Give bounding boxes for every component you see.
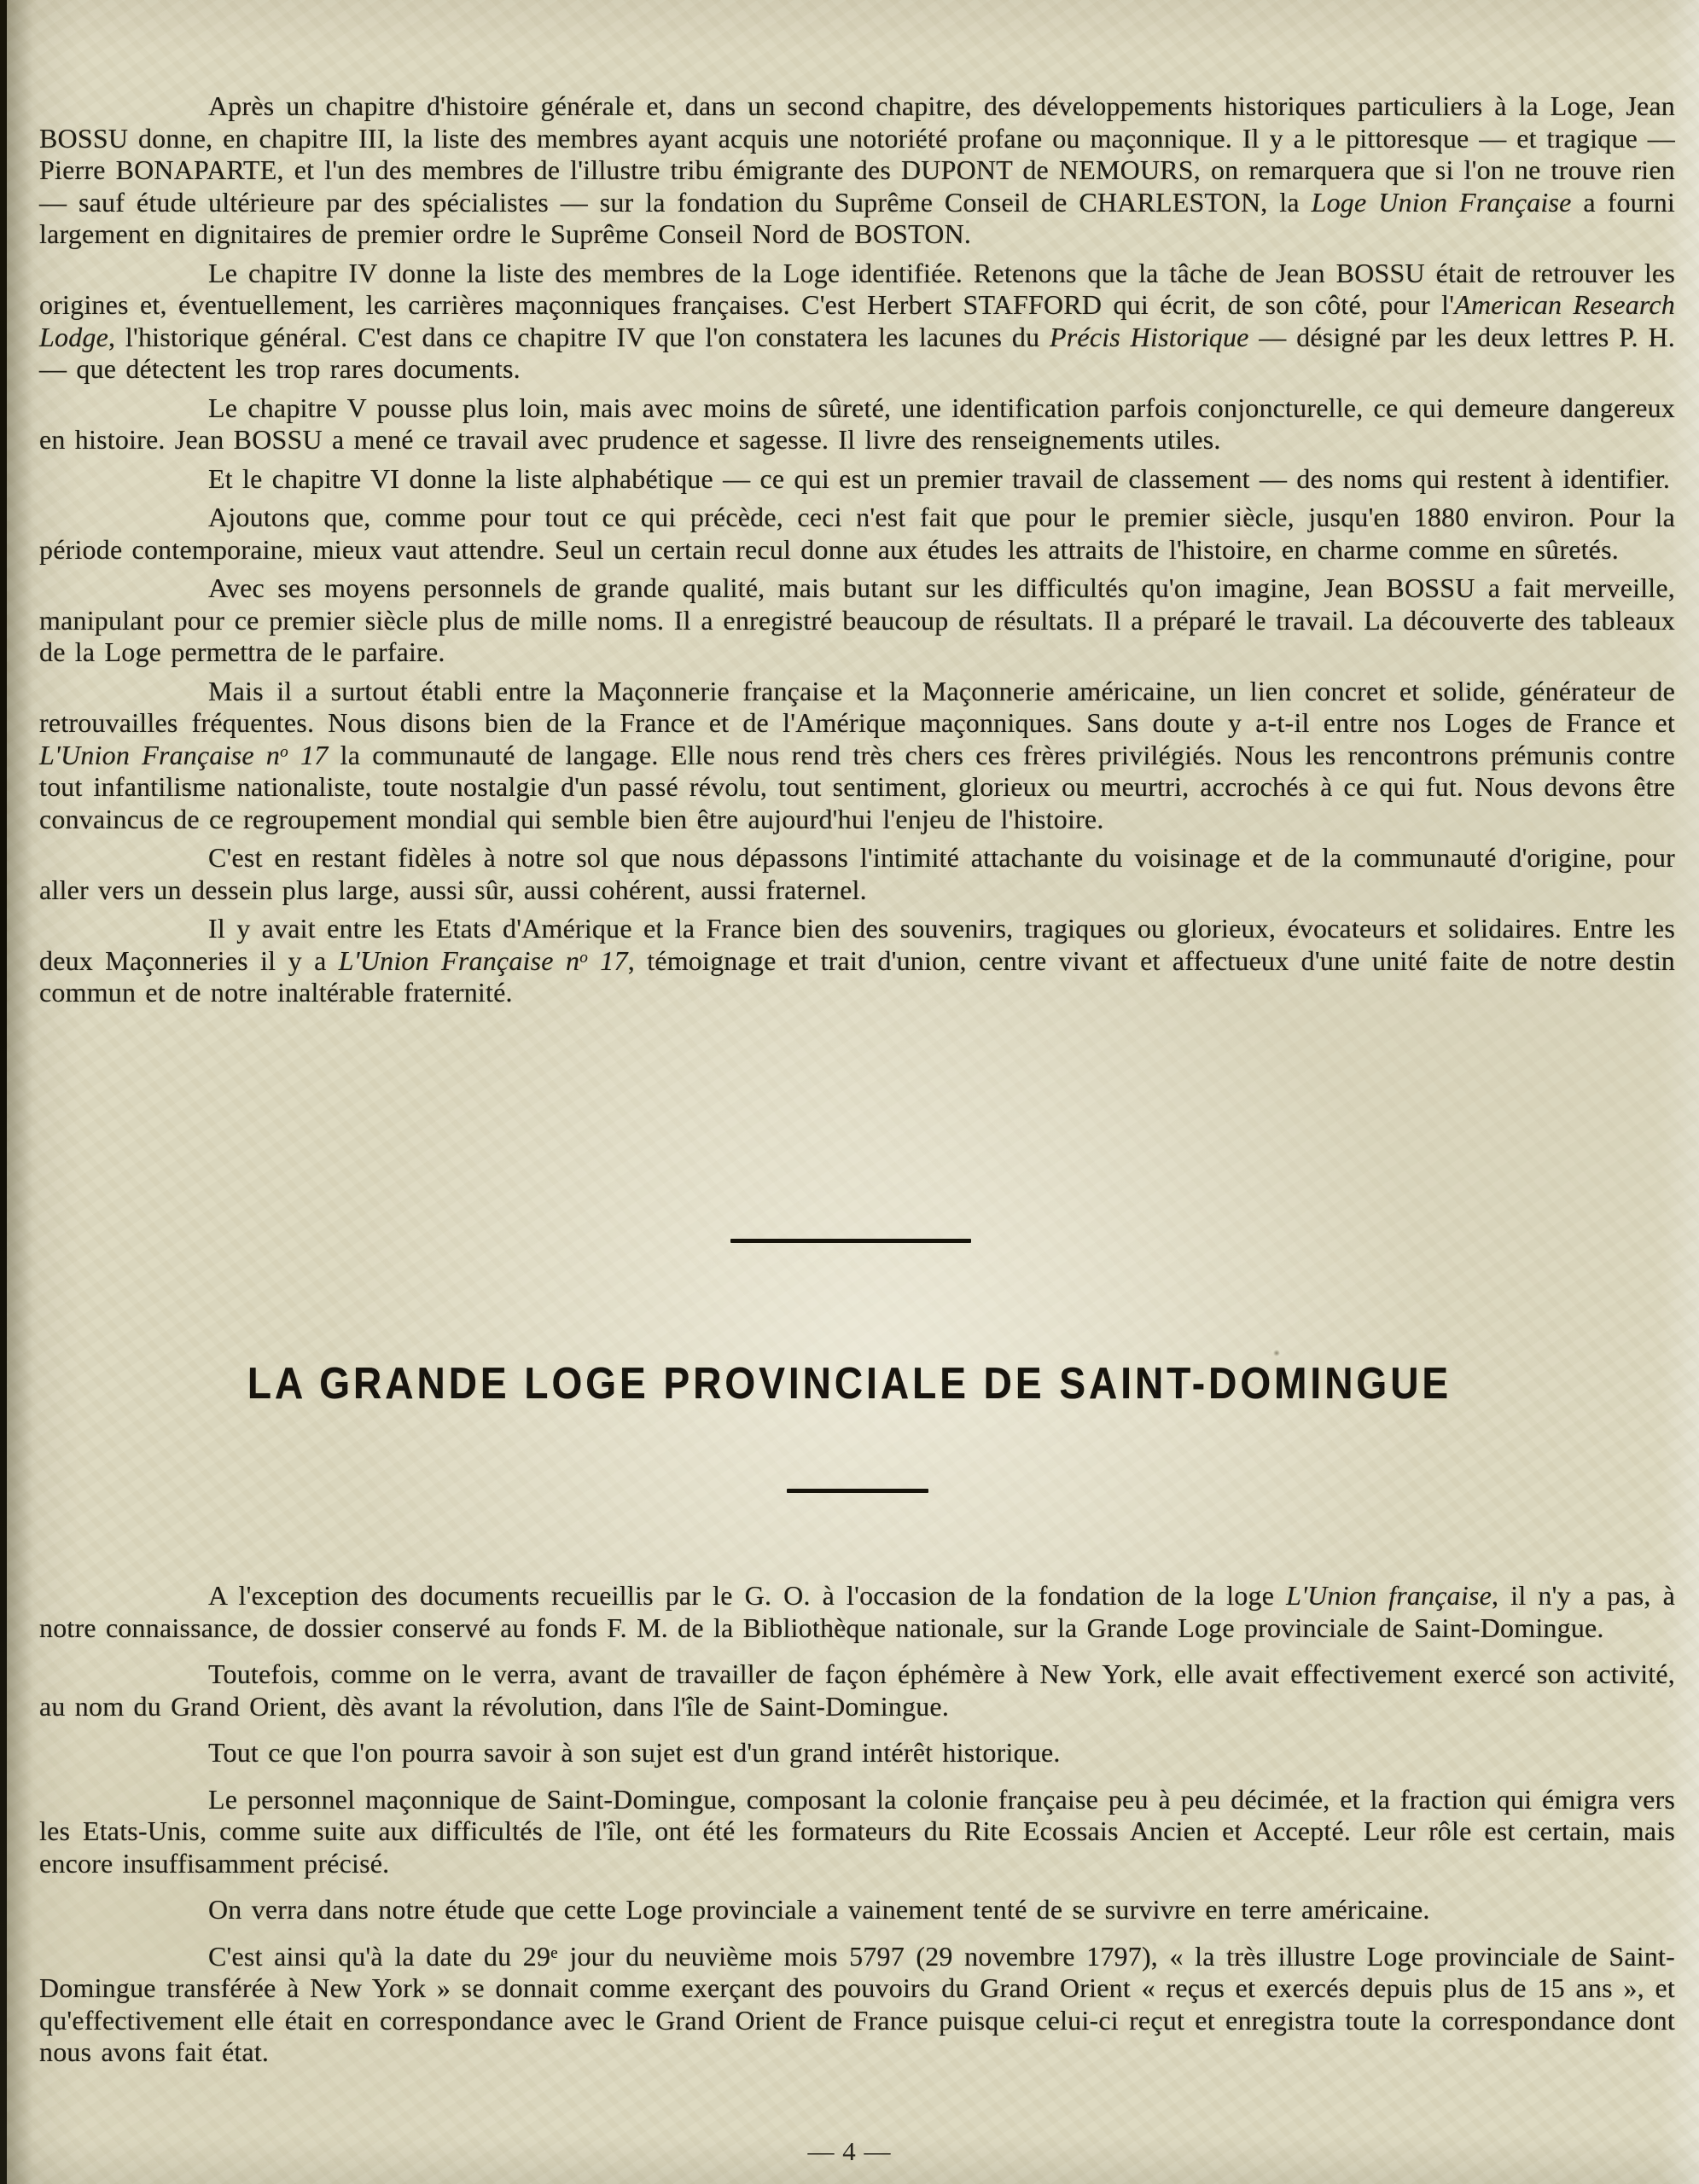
section-divider-top (730, 1239, 971, 1243)
paragraph: On verra dans notre étude que cette Loge provinciale a vainement tenté de se survivre en terre américaine. (208, 1894, 1430, 1925)
paragraph: Il y avait entre les Etats d'Amérique et la France bien des souvenirs, tragiques ou glorieux, évocateurs et solidaires. Entre les deux Maçonneries il y a L'Union Française $n^o$ 17, témoignage et trait d'union, centre vivant et affectueux d'une unité faite de notre destin commun et de notre inaltérable fraternité. (39, 913, 1675, 1008)
paragraph: Le personnel maçonnique de Saint-Domingue, composant la colonie française peu à peu décimée, et la fraction qui émigra vers les Etats-Unis, comme suite aux difficultés de l'île, ont été les formateurs du Rite Ecossais Ancien et Accepté. Leur rôle est certain, mais encore insuffisamment précisé. (39, 1783, 1675, 1879)
section-divider-bottom (787, 1489, 928, 1493)
body-text-top (39, 90, 1675, 1009)
section-heading (0, 1357, 1699, 1409)
paragraph: Et le chapitre VI donne la liste alphabétique — ce qui est un premier travail de classement — des noms qui restent à identifier. (208, 462, 1671, 494)
paragraph: Avec ses moyens personnels de grande qualité, mais butant sur les difficultés qu'on imagine, Jean BOSSU a fait merveille, manipulant pour ce premier siècle plus de mille noms. Il a enregistré beaucoup de résultats. Il a préparé le travail. La découverte des tableaux de la Loge permettra de le parfaire. (39, 572, 1675, 667)
paragraph: Ajoutons que, comme pour tout ce qui précède, ceci n'est fait que pour le premier siècle, jusqu'en 1880 environ. Pour la période contemporaine, mieux vaut attendre. Seul un certain recul donne aux études les attraits de l'histoire, en charme comme en sûretés. (39, 502, 1675, 565)
page-number: — 4 — (807, 2136, 892, 2166)
scan-edge-gradient (7, 0, 32, 2184)
body-text-bottom (39, 1580, 1675, 2069)
paragraph: Le chapitre IV donne la liste des membres de la Loge identifiée. Retenons que la tâche de Jean BOSSU était de retrouver les origines et, éventuellement, les carrières maçonniques françaises. C'est Herbert STAFFORD qui écrit, de son côté, pour l'American Research Lodge, l'historique général. C'est dans ce chapitre IV que l'on constatera les lacunes du Précis Historique — désigné par les deux lettres P. H. — que détectent les trop rares documents. (39, 257, 1675, 384)
scan-edge-shadow (0, 0, 7, 2184)
paragraph: Le chapitre V pousse plus loin, mais avec moins de sûreté, une identification parfois conjoncturelle, ce qui demeure dangereux en histoire. Jean BOSSU a mené ce travail avec prudence et sagesse. Il livre des renseignements utiles. (39, 392, 1675, 455)
paragraph: Tout ce que l'on pourra savoir à son sujet est d'un grand intérêt historique. (208, 1737, 1061, 1768)
paragraph: C'est en restant fidèles à notre sol que nous dépassons l'intimité attachante du voisinage et de la communauté d'origine, pour aller vers un dessein plus large, aussi sûr, aussi cohérent, aussi fraternel. (39, 842, 1675, 905)
paragraph: Toutefois, comme on le verra, avant de travailler de façon éphémère à New York, elle avait effectivement exercé son activité, au nom du Grand Orient, dès avant la révolution, dans l'île de Saint-Domingue. (39, 1658, 1675, 1722)
section-heading-text: LA GRANDE LOGE PROVINCIALE DE SAINT-DOMINGUE (247, 1357, 1452, 1409)
paragraph: A l'exception des documents recueillis par le G. O. à l'occasion de la fondation de la loge L'Union française, il n'y a pas, à notre connaissance, de dossier conservé au fonds F. M. de la Bibliothèque nationale, sur la Grande Loge provinciale de Saint-Domingue. (39, 1580, 1676, 1643)
paragraph: Après un chapitre d'histoire générale et, dans un second chapitre, des développements historiques particuliers à la Loge, Jean BOSSU donne, en chapitre III, la liste des membres ayant acquis une notoriété profane ou maçonnique. Il y a le pittoresque — et tragique — Pierre BONAPARTE, et l'un des membres de l'illustre tribu émigrante des DUPONT de NEMOURS, on remarquera que si l'on ne trouve rien — sauf étude ultérieure par des spécialistes — sur la fondation du Suprême Conseil de CHARLESTON, la Loge Union Française a fourni largement en dignitaires de premier ordre le Suprême Conseil Nord de BOSTON. (39, 90, 1675, 249)
paragraph: C'est ainsi qu'à la date du 29e jour du neuvième mois 5797 (29 novembre 1797), « la très illustre Loge provinciale de Saint-Domingue transférée à New York » se donnait comme exerçant des pouvoirs du Grand Orient « reçus et exercés depuis plus de 15 ans », et qu'effectivement elle était en correspondance avec le Grand Orient de France puisque celui-ci reçut et enregistra toute la correspondance dont nous avons fait état. (39, 1940, 1675, 2067)
paragraph: Mais il a surtout établi entre la Maçonnerie française et la Maçonnerie américaine, un lien concret et solide, générateur de retrouvailles fréquentes. Nous disons bien de la France et de l'Amérique maçonniques. Sans doute y a-t-il entre nos Loges de France et L'Union Française $n^o$ 17 la communauté de langage. Elle nous rend très chers ces frères privilégiés. Nous les rencontrons prémunis contre tout infantilisme nationaliste, toute nostalgie d'un passé révolu, tout sentiment, glorieux ou meurtri, accrochés à ce qui fut. Nous devons être convaincus de ce regroupement mondial qui semble bien être aujourd'hui l'enjeu de l'histoire. (39, 675, 1675, 834)
